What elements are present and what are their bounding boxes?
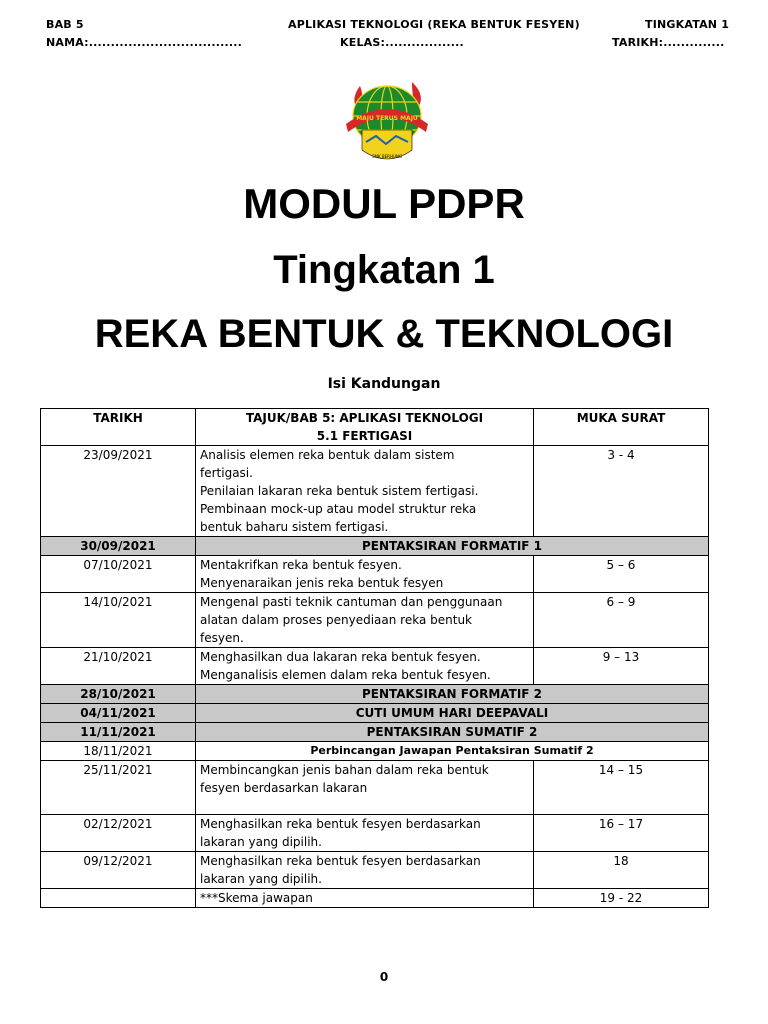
row-topic-line: lakaran yang dipilih. (200, 872, 322, 886)
row-date: 21/10/2021 (41, 648, 196, 685)
table-row (41, 761, 709, 815)
contents-table (40, 408, 709, 908)
row-page: 19 - 22 (534, 889, 709, 908)
table-row (41, 815, 709, 852)
row-topic-line: lakaran yang dipilih. (200, 835, 322, 849)
toc-title: Isi Kandungan (327, 376, 441, 392)
row-topic (196, 815, 534, 852)
row-topic-line: Penilaian lakaran reka bentuk sistem fertigasi. (200, 484, 479, 498)
logo-school-name: SMK BERHUNG (372, 154, 402, 159)
row-topic-line: alatan dalam proses penyediaan reka bentuk (200, 613, 473, 627)
row-topic-line: Analisis elemen reka bentuk dalam sistem (200, 448, 455, 462)
school-logo (342, 80, 432, 168)
row-page: 9 – 13 (534, 648, 709, 685)
header-tajuk (196, 409, 534, 446)
row-page: 5 – 6 (534, 556, 709, 593)
row-topic-line: Membincangkan jenis bahan dalam reka bentuk (200, 763, 489, 777)
row-topic-line: Menganalisis elemen dalam reka bentuk fesyen. (200, 668, 491, 682)
row-topic: PENTAKSIRAN FORMATIF 1 (196, 537, 709, 556)
header-tingkatan: TINGKATAN 1 (645, 18, 730, 31)
table-row-assessment (41, 685, 709, 704)
table-row (41, 889, 709, 908)
header-tajuk-line2: 5.1 FERTIGASI (316, 429, 413, 443)
row-page: 18 (534, 852, 709, 889)
row-topic: Perbincangan Jawapan Pentaksiran Sumatif 2 (196, 742, 709, 761)
table-row (41, 446, 709, 537)
row-page: 14 – 15 (534, 761, 709, 815)
row-date: 30/09/2021 (41, 537, 196, 556)
row-topic-line: Menghasilkan dua lakaran reka bentuk fesyen. (200, 650, 481, 664)
row-topic (196, 648, 534, 685)
row-date: 23/09/2021 (41, 446, 196, 537)
table-row-assessment (41, 723, 709, 742)
row-date (41, 889, 196, 908)
row-topic-line: ***Skema jawapan (200, 891, 313, 905)
header-kelas: KELAS:.................. (340, 36, 464, 49)
row-topic (196, 446, 534, 537)
header-tarikh: TARIKH:.............. (612, 36, 725, 49)
row-topic-line: Pembinaan mock-up atau model struktur reka (200, 502, 477, 516)
table-row-discussion (41, 742, 709, 761)
row-date: 11/11/2021 (41, 723, 196, 742)
logo-motto: MAJU TERUS MAJU (356, 115, 418, 122)
row-topic: PENTAKSIRAN SUMATIF 2 (196, 723, 709, 742)
row-topic-line: Mengenal pasti teknik cantuman dan penggunaan (200, 595, 503, 609)
row-topic (196, 556, 534, 593)
table-row-holiday (41, 704, 709, 723)
row-topic (196, 761, 534, 815)
header-tajuk-line1: TAJUK/BAB 5: APLIKASI TEKNOLOGI (245, 411, 484, 425)
page-number: 0 (379, 970, 389, 984)
table-row (41, 556, 709, 593)
row-page: 16 – 17 (534, 815, 709, 852)
title-tingkatan: Tingkatan 1 (273, 248, 495, 292)
row-topic: PENTAKSIRAN FORMATIF 2 (196, 685, 709, 704)
row-date: 14/10/2021 (41, 593, 196, 648)
header-muka-surat: MUKA SURAT (534, 409, 709, 446)
row-date: 28/10/2021 (41, 685, 196, 704)
table-row-assessment (41, 537, 709, 556)
row-topic-line: Menyenaraikan jenis reka bentuk fesyen (200, 576, 444, 590)
header-subject: APLIKASI TEKNOLOGI (REKA BENTUK FESYEN) (288, 18, 580, 31)
row-topic: CUTI UMUM HARI DEEPAVALI (196, 704, 709, 723)
row-topic-line: bentuk baharu sistem fertigasi. (200, 520, 389, 534)
table-header-row (41, 409, 709, 446)
header-tarikh: TARIKH (41, 409, 196, 446)
row-topic-line: fesyen berdasarkan lakaran (200, 781, 368, 795)
row-topic-line: Menghasilkan reka bentuk fesyen berdasarkan (200, 854, 481, 868)
row-topic-line: Menghasilkan reka bentuk fesyen berdasarkan (200, 817, 481, 831)
row-page: 3 - 4 (534, 446, 709, 537)
table-row (41, 648, 709, 685)
row-topic-line: fesyen. (200, 631, 244, 645)
row-date: 02/12/2021 (41, 815, 196, 852)
row-topic-line: Mentakrifkan reka bentuk fesyen. (200, 558, 402, 572)
row-date: 04/11/2021 (41, 704, 196, 723)
header-nama: NAMA:................................... (46, 36, 243, 49)
table-row (41, 852, 709, 889)
row-date: 25/11/2021 (41, 761, 196, 815)
row-topic (196, 889, 534, 908)
header-bab: BAB 5 (46, 18, 84, 31)
row-topic (196, 852, 534, 889)
row-date: 09/12/2021 (41, 852, 196, 889)
row-date: 18/11/2021 (41, 742, 196, 761)
title-modul: MODUL PDPR (243, 180, 525, 227)
row-date: 07/10/2021 (41, 556, 196, 593)
title-subject: REKA BENTUK & TEKNOLOGI (94, 312, 674, 356)
row-page: 6 – 9 (534, 593, 709, 648)
row-topic-line: fertigasi. (200, 466, 253, 480)
row-topic (196, 593, 534, 648)
table-row (41, 593, 709, 648)
